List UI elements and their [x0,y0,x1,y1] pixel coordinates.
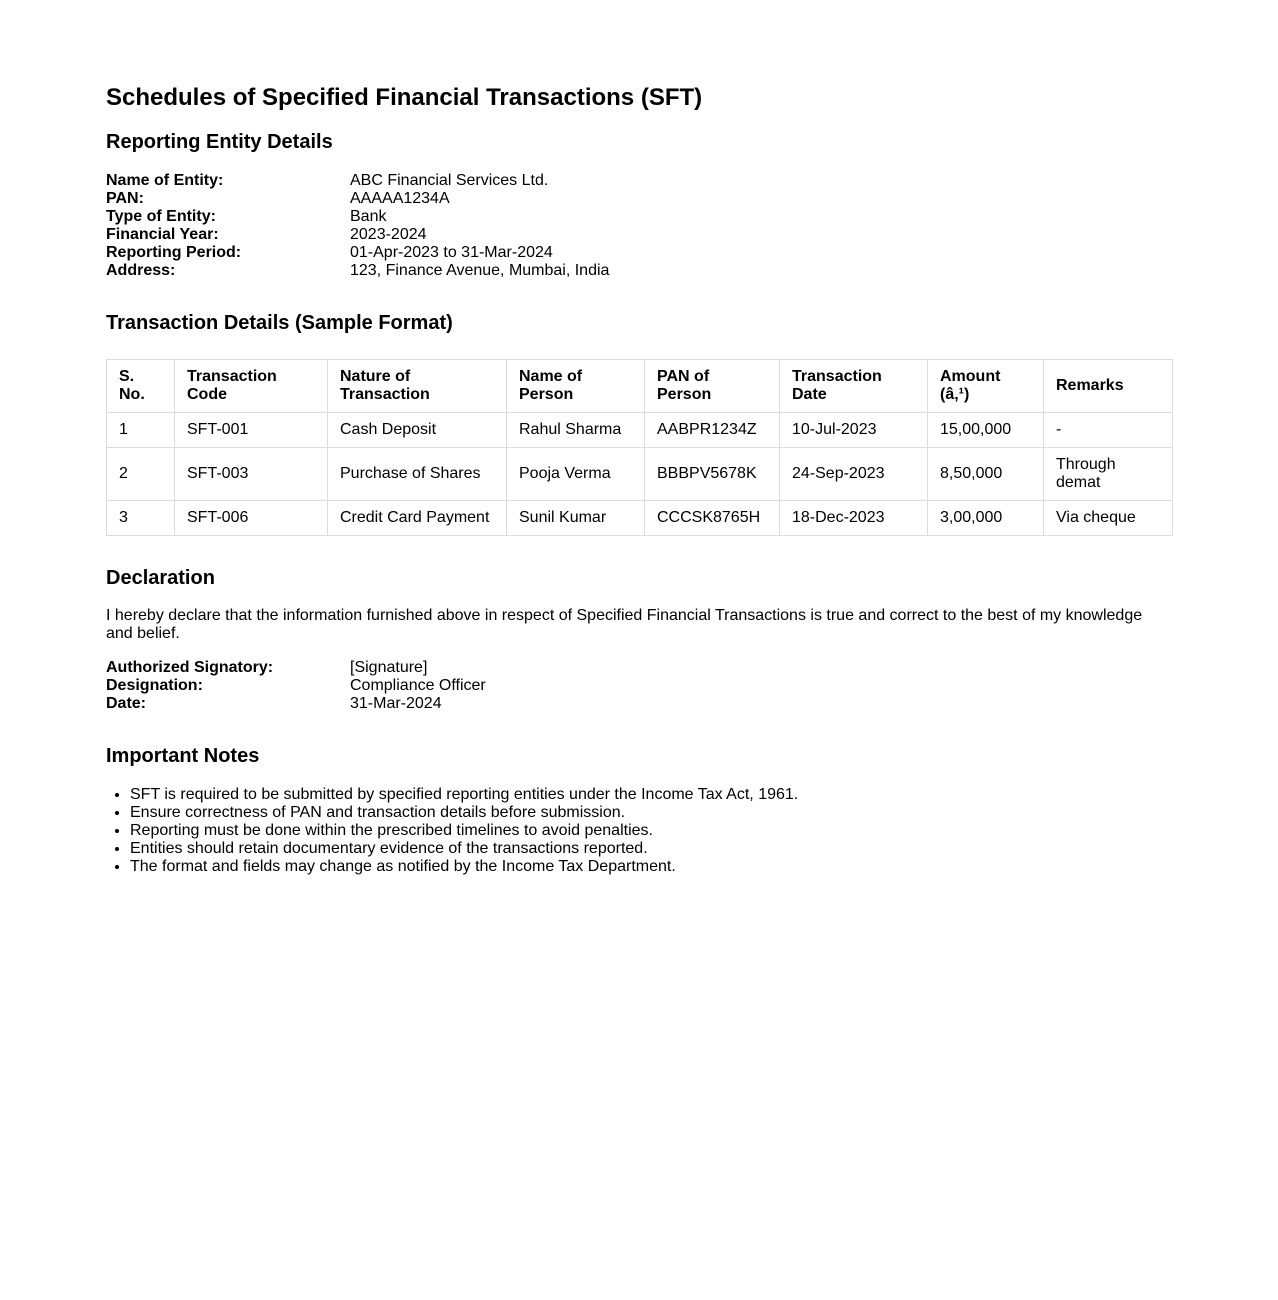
col-header-amount: Amount (â‚¹) [928,360,1044,413]
cell-nature: Credit Card Payment [328,501,507,536]
field-label: Financial Year: [106,226,219,243]
field-label: Name of Entity: [106,172,224,189]
page-title: Schedules of Specified Financial Transactions (SFT) [106,84,703,111]
cell-pan: BBBPV5678K [645,448,780,501]
cell-remarks: Via cheque [1044,501,1173,536]
field-value: Bank [350,208,387,225]
entity-field-pan [106,190,906,208]
cell-nature: Purchase of Shares [328,448,507,501]
field-value: 01-Apr-2023 to 31-Mar-2024 [350,244,553,261]
entity-field-financial-year [106,226,906,244]
cell-amount: 8,50,000 [928,448,1044,501]
designation-field [106,677,906,695]
cell-name: Rahul Sharma [507,413,645,448]
cell-nature: Cash Deposit [328,413,507,448]
declaration-text: I hereby declare that the information furnished above in respect of Specified Financial Transactions is true and correct to the best of my knowledge and belief. [106,607,1143,642]
field-value: AAAAA1234A [350,190,450,207]
list-item: • Entities should retain documentary evidence of the transactions reported. [130,840,1172,858]
field-value: [Signature] [350,659,428,676]
notes-list [106,786,1172,876]
cell-remarks: Through demat [1044,448,1173,501]
entity-field-reporting-period [106,244,906,262]
cell-sno: 3 [107,501,175,536]
list-item: • The format and fields may change as notified by the Income Tax Department. [130,858,1172,876]
field-value: ABC Financial Services Ltd. [350,172,549,189]
cell-name: Sunil Kumar [507,501,645,536]
field-value: 2023-2024 [350,226,427,243]
cell-code: SFT-006 [175,501,328,536]
col-header-pan: PAN of Person [645,360,780,413]
field-value: 31-Mar-2024 [350,695,442,712]
table-row [107,501,1173,536]
field-label: Type of Entity: [106,208,216,225]
cell-date: 18-Dec-2023 [780,501,928,536]
entity-field-type [106,208,906,226]
cell-date: 24-Sep-2023 [780,448,928,501]
cell-amount: 15,00,000 [928,413,1044,448]
table-header-row [107,360,1173,413]
list-item: • Ensure correctness of PAN and transaction details before submission. [130,804,1172,822]
declaration-heading: Declaration [106,567,215,589]
col-header-remarks: Remarks [1044,360,1173,413]
entity-details-heading: Reporting Entity Details [106,131,333,153]
entity-details-list [106,172,906,280]
field-value: Compliance Officer [350,677,486,694]
cell-sno: 1 [107,413,175,448]
important-notes-heading: Important Notes [106,745,260,767]
cell-pan: AABPR1234Z [645,413,780,448]
field-label: Designation: [106,677,203,694]
entity-field-name [106,172,906,190]
col-header-date: Transaction Date [780,360,928,413]
cell-date: 10-Jul-2023 [780,413,928,448]
field-label: Address: [106,262,176,279]
field-label: PAN: [106,190,144,207]
cell-remarks: - [1044,413,1173,448]
cell-pan: CCCSK8765H [645,501,780,536]
cell-sno: 2 [107,448,175,501]
list-item: • SFT is required to be submitted by specified reporting entities under the Income Tax Act, 1961. [130,786,1172,804]
col-header-nature: Nature of Transaction [328,360,507,413]
table-row [107,413,1173,448]
col-header-name: Name of Person [507,360,645,413]
date-field [106,695,906,713]
field-label: Date: [106,695,147,712]
col-header-sno: S. No. [107,360,175,413]
cell-code: SFT-003 [175,448,328,501]
cell-amount: 3,00,000 [928,501,1044,536]
cell-code: SFT-001 [175,413,328,448]
col-header-code: Transaction Code [175,360,328,413]
transactions-table [106,359,1173,536]
table-row [107,448,1173,501]
field-label: Authorized Signatory: [106,659,274,676]
transaction-details-heading: Transaction Details (Sample Format) [106,312,453,334]
signatory-details-list [106,659,906,713]
entity-field-address [106,262,906,280]
signatory-field [106,659,906,677]
field-label: Reporting Period: [106,244,242,261]
cell-name: Pooja Verma [507,448,645,501]
field-value: 123, Finance Avenue, Mumbai, India [350,262,610,279]
list-item: • Reporting must be done within the prescribed timelines to avoid penalties. [130,822,1172,840]
